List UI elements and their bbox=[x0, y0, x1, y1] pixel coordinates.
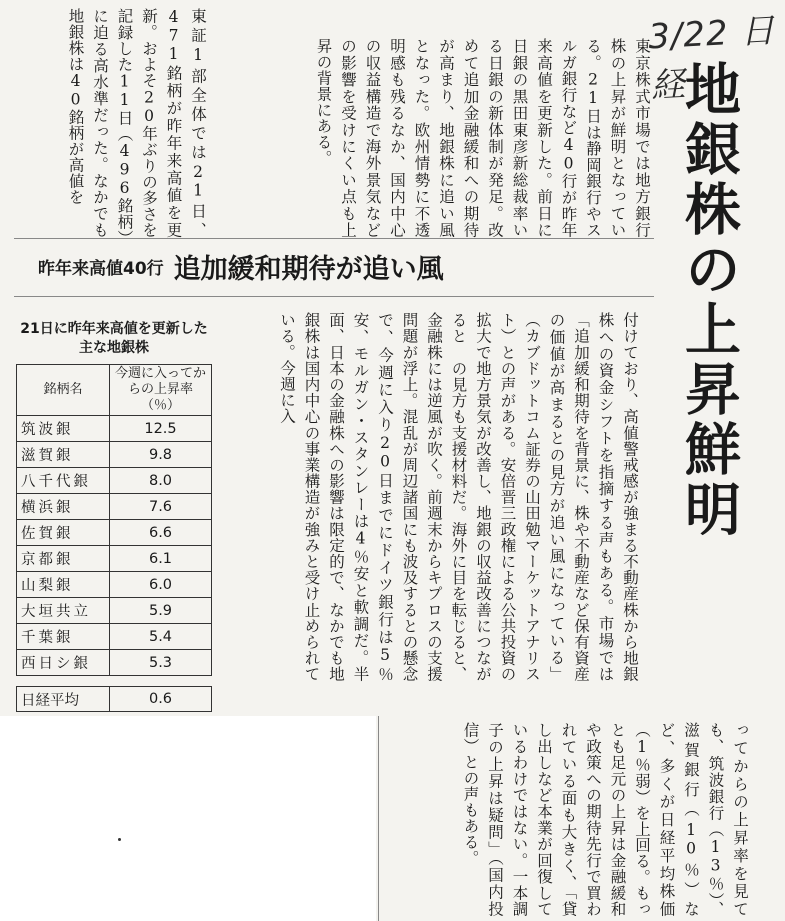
bank-name: 西日シ銀 bbox=[17, 650, 110, 676]
nikkei-rate: 0.6 bbox=[110, 687, 212, 712]
article-body-left: 東証1部全体では21日、471銘柄が昨年来高値を更新。およそ20年ぶりの多さを記録した11日（496銘柄）に迫る高水準だった。なかでも地銀株は40銘柄が高値を bbox=[66, 8, 207, 238]
bank-name: 横浜銀 bbox=[17, 494, 110, 520]
table-row bbox=[17, 494, 212, 520]
bank-name: 筑波銀 bbox=[17, 416, 110, 442]
subheadline bbox=[38, 247, 444, 286]
table-title: 21日に昨年来高値を更新した主な地銀株 bbox=[20, 321, 208, 356]
table-row bbox=[17, 572, 212, 598]
table-row bbox=[17, 624, 212, 650]
bank-rate: 9.8 bbox=[110, 442, 212, 468]
bank-rate: 6.0 bbox=[110, 572, 212, 598]
article-body-middle: 付けており、高値警戒感が強まる不動産株から地銀株への資金シフトを指摘する声もある。市場では「追加緩和期待を背景に、株や不動産など保有資産の価値が高まるとの見方が追い風になっている」（カブドットコム証券の山田勉マーケットアナリスト）との声がある。安倍晋三政権による公共投資の拡大で地方景気が改善し、地銀の収益改善につながると の見方も支援材料だ。海外に目を転じると、金融株には逆風が吹く。前週末からキプロスの支援問題が浮上。混乱が周辺諸国にも波及するとの懸念で、今週に入り20日までにドイツ銀行は5％安、モルガン・スタンレーは4％安と軟調だ。半面、日本の金融株への影響は限定的で、なかでも地銀株は国内中心の事業構造が強みと受け止められている。今週に入 bbox=[278, 312, 639, 683]
table-row bbox=[17, 416, 212, 442]
bank-rate: 5.9 bbox=[110, 598, 212, 624]
bank-rate: 12.5 bbox=[110, 416, 212, 442]
table-row bbox=[17, 598, 212, 624]
headline: 地銀株の上昇鮮明 bbox=[676, 60, 741, 540]
bank-name: 大垣共立 bbox=[17, 598, 110, 624]
article-body-bottom: ってからの上昇率を見ても、筑波銀行（13％）、滋賀銀行（10％）など、多くが日経平均株価（1％弱）を上回る。もっとも足元の上昇は金融緩和や政策への期待先行で買われている面も大きく、「貸し出しなど本業が回復しているわけではない。一本調子の上昇は疑問」（国内投信）との声もある。 bbox=[461, 722, 749, 917]
col-header-rate: 今週に入ってからの上昇率（％） bbox=[110, 365, 212, 416]
subhead-small: 昨年来高値40行 bbox=[38, 259, 164, 279]
bank-rate: 6.6 bbox=[110, 520, 212, 546]
table-row bbox=[17, 468, 212, 494]
nikkei-table bbox=[16, 686, 212, 712]
ink-speck bbox=[118, 838, 121, 841]
col-header-name: 銘柄名 bbox=[17, 365, 110, 416]
bank-name: 八千代銀 bbox=[17, 468, 110, 494]
bank-name: 山梨銀 bbox=[17, 572, 110, 598]
bank-name: 滋賀銀 bbox=[17, 442, 110, 468]
bank-name: 佐賀銀 bbox=[17, 520, 110, 546]
table-row bbox=[17, 650, 212, 676]
bank-rate: 6.1 bbox=[110, 546, 212, 572]
table-row bbox=[17, 520, 212, 546]
table-row bbox=[17, 546, 212, 572]
clipping-cut-area bbox=[0, 716, 376, 921]
table-row bbox=[17, 442, 212, 468]
bank-rate: 8.0 bbox=[110, 468, 212, 494]
column-divider bbox=[378, 716, 379, 921]
bank-rate: 5.4 bbox=[110, 624, 212, 650]
article-body-top: 東京株式市場では地方銀行株の上昇が鮮明となっている。21日は静岡銀行やスルガ銀行など40行が昨年来高値を更新した。前日に日銀の黒田東彦新総裁率いる日銀の新体制が発足。改めて追加金融緩和への期待が高まり、地銀株に追い風となった。欧州情勢に不透明感も残るなか、国内中心の収益構造で海外景気などの影響を受けにくい点も上昇の背景にある。 bbox=[314, 38, 651, 238]
regional-bank-table bbox=[16, 364, 212, 676]
bank-name: 京都銀 bbox=[17, 546, 110, 572]
section-divider-lower bbox=[14, 296, 654, 297]
section-divider bbox=[14, 238, 654, 239]
bank-rate: 7.6 bbox=[110, 494, 212, 520]
handwritten-date: 3/22 日経 bbox=[647, 10, 777, 107]
nikkei-name: 日経平均 bbox=[17, 687, 110, 712]
bank-name: 千葉銀 bbox=[17, 624, 110, 650]
bank-rate: 5.3 bbox=[110, 650, 212, 676]
table-row bbox=[17, 687, 212, 712]
subhead-large: 追加緩和期待が追い風 bbox=[173, 254, 444, 285]
